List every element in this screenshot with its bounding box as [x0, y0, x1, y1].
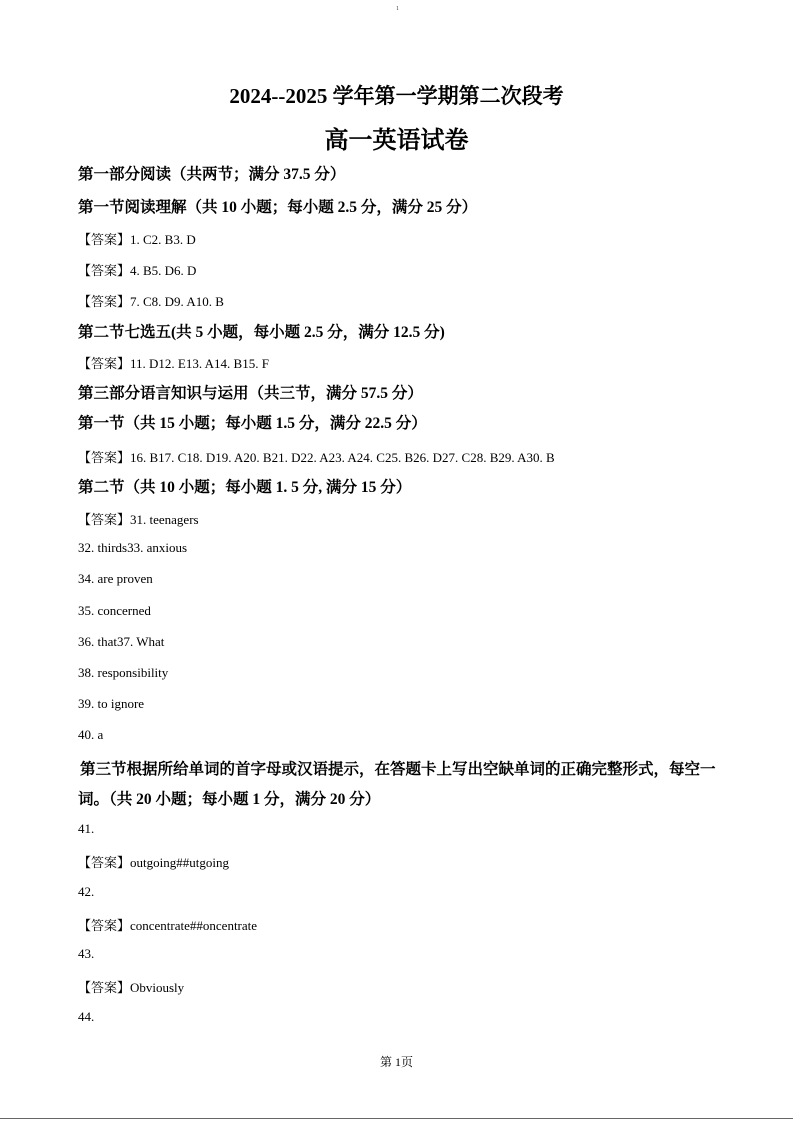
question-number: 43.	[78, 946, 95, 961]
exam-subtitle: 高一英语试卷	[324, 128, 469, 154]
question-number: 42.	[78, 884, 95, 899]
section-heading-part1: 第一部分阅读（共两节；满分 37.5 分）	[78, 166, 346, 183]
answer-line: 【答案】1. C2. B3. D	[78, 232, 196, 247]
answer-line: 32. thirds33. anxious	[78, 540, 188, 555]
answer-line: 【答案】4. B5. D6. D	[78, 263, 197, 278]
answer-line: 【答案】11. D12. E13. A14. B15. F	[78, 356, 269, 371]
section-heading-part3: 第三部分语言知识与运用（共三节，满分 57.5 分）	[78, 385, 423, 402]
footer-divider	[0, 1118, 793, 1119]
question-number: 41.	[78, 821, 95, 836]
answer-line: 38. responsibility	[78, 665, 169, 680]
answer-line: 40. a	[78, 727, 104, 742]
answer-line: 【答案】outgoing##utgoing	[78, 855, 229, 870]
section-heading-part3-section1: 第一节（共 15 小题；每小题 1.5 分，满分 22.5 分）	[78, 415, 427, 432]
answer-line: 【答案】16. B17. C18. D19. A20. B21. D22. A23. A24. C25. B26. D27. C28. B29. A30. B	[78, 450, 555, 465]
section-heading-part3-section3: 第三节根据所给单词的首字母或汉语提示，在答题卡上写出空缺单词的正确完整形式，每空一	[80, 761, 716, 778]
page-mark: 1	[396, 6, 399, 12]
answer-line: 【答案】7. C8. D9. A10. B	[78, 294, 224, 309]
section-heading-part1-section2: 第二节七选五(共 5 小题，每小题 2.5 分，满分 12.5 分)	[78, 324, 445, 341]
question-number: 44.	[78, 1009, 95, 1024]
section-heading-part3-section3-cont: 词。（共 20 小题；每小题 1 分，满分 20 分）	[78, 791, 381, 808]
answer-line: 【答案】concentrate##oncentrate	[78, 918, 258, 933]
answer-line: 35. concerned	[78, 603, 151, 618]
answer-line: 【答案】Obviously	[78, 980, 185, 995]
section-heading-part3-section2: 第二节（共 10 小题；每小题 1. 5 分, 满分 15 分）	[78, 479, 412, 496]
section-heading-part1-section1: 第一节阅读理解（共 10 小题；每小题 2.5 分，满分 25 分）	[78, 199, 478, 216]
answer-line: 36. that37. What	[78, 634, 165, 649]
answer-line: 39. to ignore	[78, 696, 145, 711]
answer-line: 34. are proven	[78, 571, 153, 586]
page-number: 第 1页	[379, 1055, 413, 1069]
answer-line: 【答案】31. teenagers	[78, 512, 199, 527]
exam-title: 2024--2025 学年第一学期第二次段考	[229, 84, 564, 108]
